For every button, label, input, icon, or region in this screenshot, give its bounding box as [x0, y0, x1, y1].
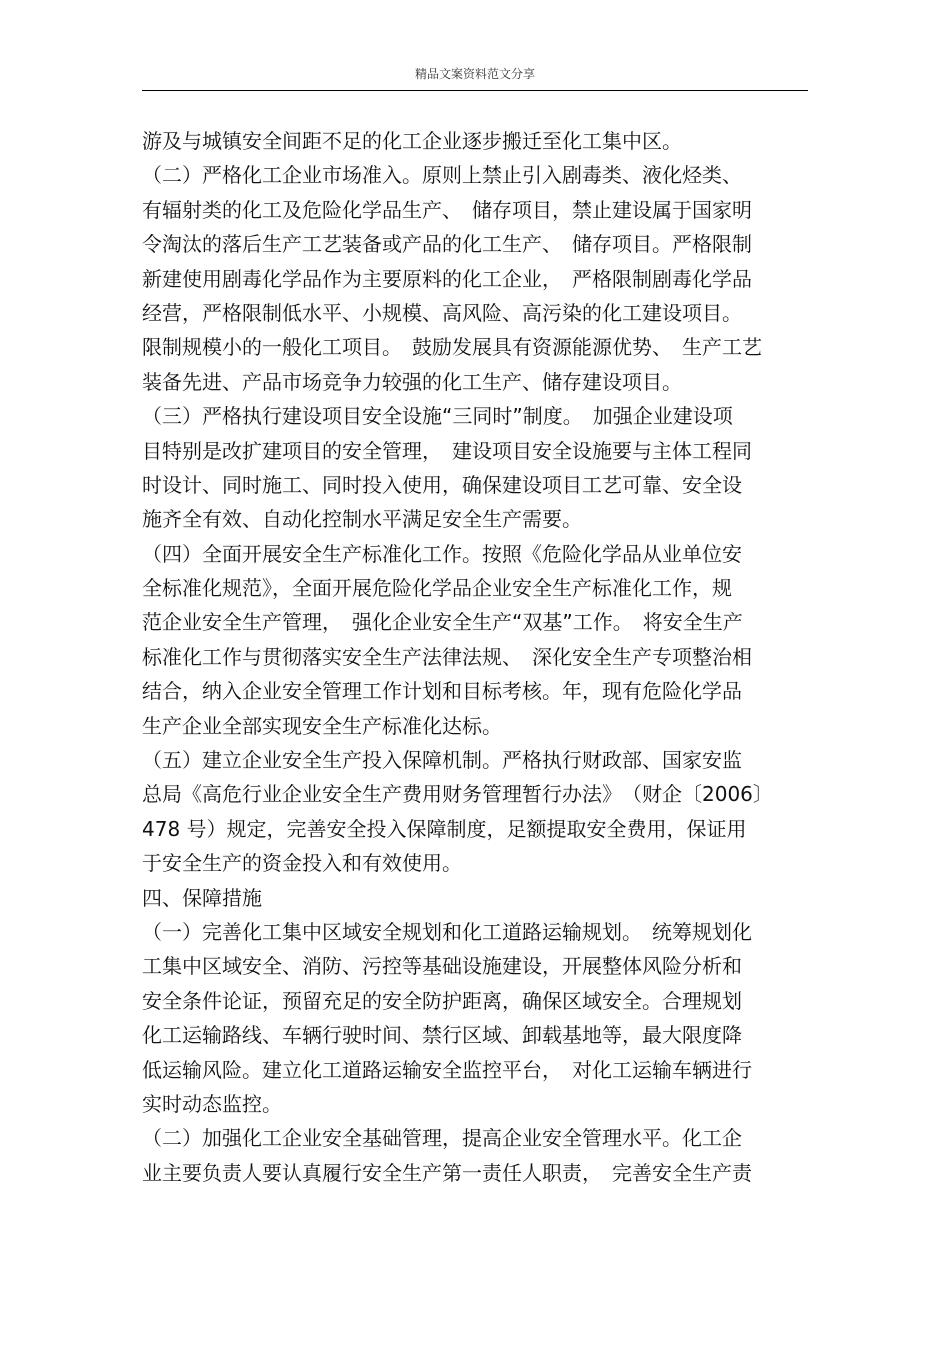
text-line: （二）严格化工企业市场准入。原则上禁止引入剧毒类、液化烃类、	[142, 163, 742, 188]
text-line: 经营，严格限制低水平、小规模、高风险、高污染的化工建设项目。	[142, 300, 742, 325]
text-line: （三）严格执行建设项目安全设施“三同时”制度。 加强企业建设项	[142, 404, 733, 429]
text-line: 全标准化规范》，全面开展危险化学品企业安全生产标准化工作，规	[142, 576, 732, 601]
text-line: 工集中区域安全、消防、污控等基础设施建设，开展整体风险分析和	[142, 954, 742, 979]
text-line: 业主要负责人要认真履行安全生产第一责任人职责， 完善安全生产责	[142, 1160, 752, 1185]
text-line: 目特别是改扩建项目的安全管理， 建设项目安全设施要与主体工程同	[142, 438, 752, 463]
text-line: 新建使用剧毒化学品作为主要原料的化工企业， 严格限制剧毒化学品	[142, 266, 752, 291]
header-divider	[142, 90, 808, 91]
text-line: 范企业安全生产管理， 强化企业安全生产“双基”工作。 将安全生产	[142, 610, 743, 635]
text-line: 有辐射类的化工及危险化学品生产、 储存项目，禁止建设属于国家明	[142, 197, 752, 222]
text-line: 装备先进、产品市场竞争力较强的化工生产、储存建设项目。	[142, 369, 682, 394]
text-line: 实时动态监控。	[142, 1091, 282, 1116]
text-line: 生产企业全部实现安全生产标准化达标。	[142, 713, 502, 738]
text-line: 化工运输路线、车辆行驶时间、禁行区域、卸载基地等，最大限度降	[142, 1023, 742, 1048]
text-line: 游及与城镇安全间距不足的化工企业逐步搬迁至化工集中区。	[142, 129, 682, 153]
text-line: 标准化工作与贯彻落实安全生产法律法规、 深化安全生产专项整治相	[142, 644, 752, 669]
text-line: 结合，纳入企业安全管理工作计划和目标考核。年，现有危险化学品	[142, 679, 742, 704]
text-line: 安全条件论证，预留充足的安全防护距离，确保区域安全。合理规划	[142, 988, 742, 1013]
text-line: 低运输风险。建立化工道路运输安全监控平台， 对化工运输车辆进行	[142, 1057, 752, 1082]
text-line: 施齐全有效、自动化控制水平满足安全生产需要。	[142, 507, 582, 532]
text-line: （一）完善化工集中区域安全规划和化工道路运输规划。 统筹规划化	[142, 919, 752, 944]
text-line: 时设计、同时施工、同时投入使用，确保建设项目工艺可靠、安全设	[142, 472, 742, 497]
document-body	[142, 124, 822, 1190]
text-line: 478 号）规定，完善安全投入保障制度，足额提取安全费用，保证用	[142, 816, 747, 841]
text-line: 限制规模小的一般化工项目。 鼓励发展具有资源能源优势、 生产工艺	[142, 335, 762, 360]
text-line: 令淘汰的落后生产工艺装备或产品的化工生产、 储存项目。严格限制	[142, 232, 752, 257]
text-line: （二）加强化工企业安全基础管理，提高企业安全管理水平。化工企	[142, 1126, 742, 1151]
text-line: 于安全生产的资金投入和有效使用。	[142, 851, 462, 876]
text-line: 总局《高危行业企业安全生产费用财务管理暂行办法》 （财企〔2006〕	[142, 782, 773, 807]
page-header: 精品文案资料范文分享	[414, 67, 535, 81]
section-heading: 四、保障措施	[142, 885, 262, 910]
text-line: （五）建立企业安全生产投入保障机制。严格执行财政部、国家安监	[142, 748, 742, 773]
text-line: （四）全面开展安全生产标准化工作。按照《危险化学品从业单位安	[142, 541, 742, 566]
